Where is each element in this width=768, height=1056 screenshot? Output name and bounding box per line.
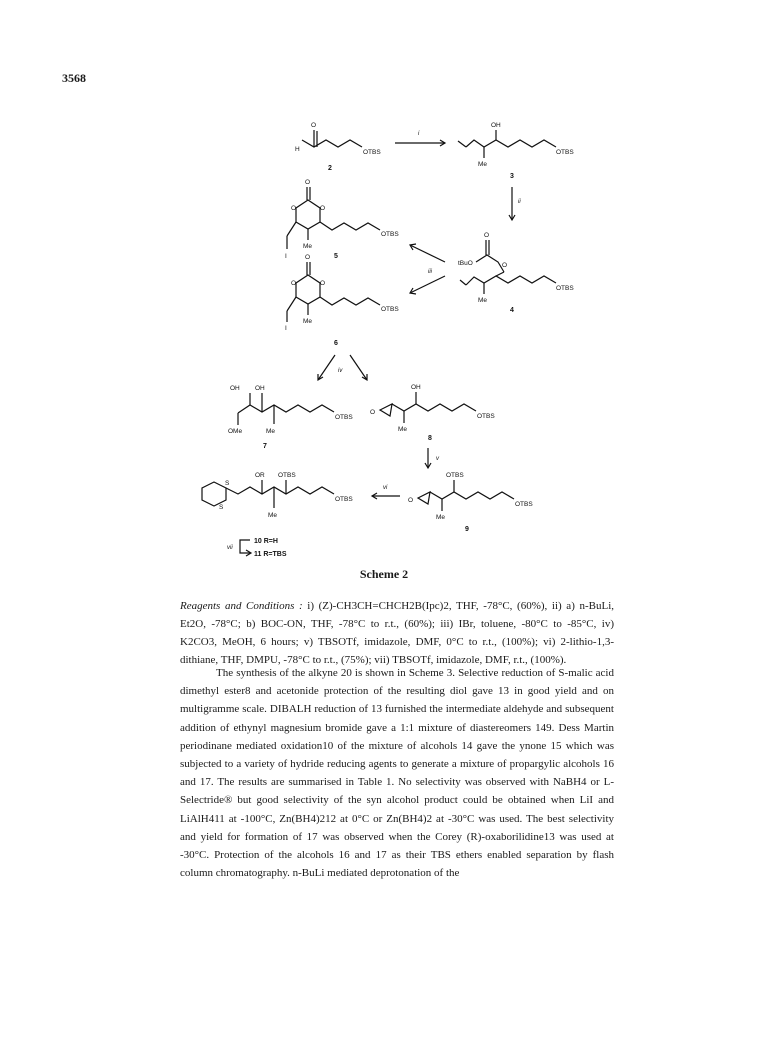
page-number: 3568 bbox=[62, 71, 86, 85]
atom-label-me: Me bbox=[303, 243, 313, 250]
atom-label-o: O bbox=[291, 205, 297, 212]
atom-label-me: Me bbox=[266, 428, 276, 435]
step-label-iii: iii bbox=[428, 269, 432, 275]
step-label-vi: vi bbox=[383, 485, 388, 491]
atom-label-me: Me bbox=[436, 514, 446, 521]
atom-label-s: S bbox=[225, 480, 230, 487]
reagents-heading: Reagents and Conditions : bbox=[180, 600, 303, 612]
atom-label-h: H bbox=[295, 146, 300, 153]
compound-label-8: 8 bbox=[428, 435, 432, 442]
compound-7-structure bbox=[228, 385, 353, 450]
compound-label-10: 10 R=H bbox=[254, 538, 278, 545]
atom-label-otbs: OTBS bbox=[515, 501, 533, 508]
compound-4-structure bbox=[458, 232, 574, 314]
atom-label-i: I bbox=[285, 325, 287, 332]
atom-label-o: O bbox=[370, 409, 376, 416]
atom-label-me: Me bbox=[478, 297, 488, 304]
atom-label-tbuo: tBuO bbox=[458, 260, 473, 267]
atom-label-s: S bbox=[219, 504, 224, 511]
atom-label-me: Me bbox=[303, 318, 313, 325]
atom-label-otbs: OTBS bbox=[446, 472, 464, 479]
compound-8-structure bbox=[370, 384, 495, 442]
atom-label-otbs: OTBS bbox=[556, 149, 574, 156]
atom-label-o: O bbox=[305, 254, 311, 261]
atom-label-or: OR bbox=[255, 472, 265, 479]
compound-label-4: 4 bbox=[510, 307, 514, 314]
step-label-vii: vii bbox=[227, 545, 233, 551]
reagents-text: i) (Z)-CH3CH=CHCH2B(Ipc)2, THF, -78°C, (60%), ii) a) n-BuLi, Et2O, -78°C; b) BOC-ON, THF, -78°C to r.t., (60%); iii) IBr, toluene, -80°C to -85°C, iv) K2CO3, MeOH, 6 hours; v) TBSOTf, imidazole, DMF, 0°C to r.t., (100%); vi) 2-lithio-1,3-dithiane, THF, DMPU, -78°C to r.t., (75%); vii) TBSOTf, imidazole, DMF, r.t., (100%). bbox=[180, 600, 614, 666]
atom-label-otbs: OTBS bbox=[381, 306, 399, 313]
step-label-v: v bbox=[436, 456, 439, 462]
compound-3-structure bbox=[458, 122, 574, 180]
reaction-arrow-iv-left bbox=[318, 355, 335, 380]
compound-label-7: 7 bbox=[263, 443, 267, 450]
atom-label-oh: OH bbox=[411, 384, 421, 391]
atom-label-otbs: OTBS bbox=[335, 414, 353, 421]
compound-label-5: 5 bbox=[334, 253, 338, 260]
reaction-arrow-iii-lower bbox=[410, 276, 445, 293]
compound-label-11: 11 R=TBS bbox=[254, 551, 287, 558]
atom-label-o: O bbox=[408, 497, 414, 504]
atom-label-me: Me bbox=[398, 426, 408, 433]
atom-label-ome: OMe bbox=[228, 428, 243, 435]
atom-label-o: O bbox=[291, 280, 297, 287]
compound-2-structure bbox=[295, 122, 381, 172]
compound-label-6: 6 bbox=[334, 340, 338, 347]
scheme-caption: Scheme 2 bbox=[359, 567, 409, 581]
step-label-iv: iv bbox=[338, 368, 343, 374]
atom-label-otbs: OTBS bbox=[335, 496, 353, 503]
body-paragraph: The synthesis of the alkyne 20 is shown in Scheme 3. Selective reduction of S-malic acid dimethyl ester8 and acetonide protection of the resulting diol gave 13 in good yield and on multigramme scale. DIBALH reduction of 13 furnished the intermediate aldehyde and subsequent addition of ethynyl magnesium bromide gave a 1:1 mixture of diastereomers 149. Dess Martin periodinane mediated oxidation10 of the mixture of alcohols 14 gave the ynone 15 which was subjected to a variety of hydride reducing agents to generate a mixture of propargylic alcohols 16 and 17. The results are summarised in Table 1. No selectivity was observed with NaBH4 or L-Selectride® but good selectivity of the syn alcohol product could be obtained when LiI and LiAlH411 at -100°C, Zn(BH4)212 at 0°C or Zn(BH4)2 at -30°C was used. The best selectivity and yield for formation of 17 was observed when the Corey (R)-oxaborilidine13 was used at -30°C. Protection of the alcohols 16 and 17 as their TBS ethers enabled separation by flash column chromatography. n-BuLi mediated deprotonation of the bbox=[180, 667, 614, 880]
atom-label-oh: OH bbox=[230, 385, 240, 392]
compound-label-2: 2 bbox=[328, 165, 332, 172]
atom-label-o: O bbox=[502, 262, 508, 269]
reagents-and-conditions bbox=[180, 597, 614, 669]
atom-label-o: O bbox=[484, 232, 490, 239]
reaction-arrow-iii-upper bbox=[410, 245, 445, 262]
compound-5-structure bbox=[285, 179, 399, 260]
atom-label-o: O bbox=[320, 280, 326, 287]
step-label-ii: ii bbox=[518, 199, 521, 205]
atom-label-o: O bbox=[320, 205, 326, 212]
atom-label-otbs: OTBS bbox=[381, 231, 399, 238]
atom-label-me: Me bbox=[478, 161, 488, 168]
step-label-i: i bbox=[418, 131, 420, 137]
atom-label-o: O bbox=[311, 122, 317, 129]
compound-10-11-structure bbox=[202, 472, 353, 519]
atom-label-o: O bbox=[305, 179, 311, 186]
atom-label-i: I bbox=[285, 253, 287, 260]
compound-6-structure bbox=[285, 254, 399, 347]
atom-label-otbs: OTBS bbox=[278, 472, 296, 479]
atom-label-oh: OH bbox=[491, 122, 501, 129]
atom-label-otbs: OTBS bbox=[556, 285, 574, 292]
atom-label-otbs: OTBS bbox=[477, 413, 495, 420]
compound-label-3: 3 bbox=[510, 173, 514, 180]
atom-label-otbs: OTBS bbox=[363, 149, 381, 156]
atom-label-oh: OH bbox=[255, 385, 265, 392]
compound-9-structure bbox=[408, 472, 533, 533]
reaction-arrow-iv-right bbox=[350, 355, 367, 380]
compound-label-9: 9 bbox=[465, 526, 469, 533]
atom-label-me: Me bbox=[268, 512, 278, 519]
